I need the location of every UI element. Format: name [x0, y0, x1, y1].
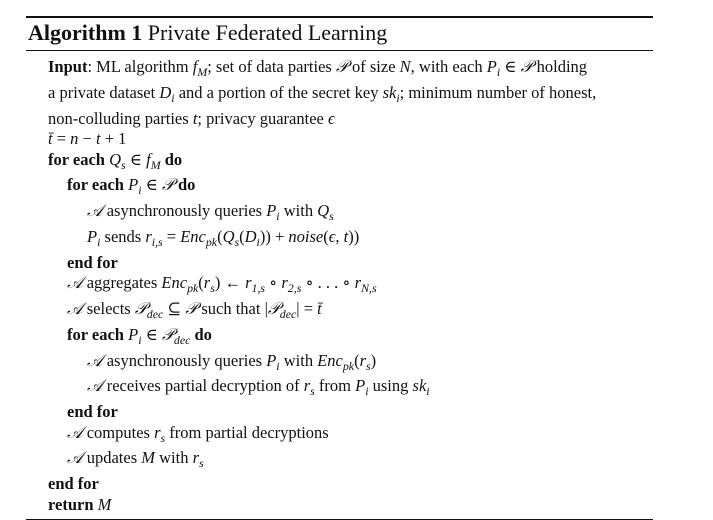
algo-line-16: 𝒜 computes $r_s$ from partial decryptions: [67, 422, 329, 445]
algo-line-12: for each $P_i$ ∈ 𝒫$_{dec}$ do: [67, 324, 212, 347]
algo-line-8: $P_i$ sends $r_{i,s} = Enc_{pk}(Q_s(D_i))$ + noise(ϵ, t)): [87, 226, 360, 250]
algo-line-9: end for: [67, 252, 118, 272]
algorithm-caption: [26, 18, 653, 50]
algorithm-body: [26, 51, 653, 519]
algo-line-10: 𝒜 aggregates $Enc_{pk}(r_s)$ ← $r_{1,s}$ ∘ $r_{2,s}$ ∘ . . . ∘ $r_{N,s}$: [67, 273, 377, 296]
algo-line-11: 𝒜 selects 𝒫$_{dec}$ ⊆ 𝒫 such that |𝒫$_{dec}$| = t̄: [67, 299, 322, 322]
algo-line-19: return M: [48, 494, 112, 514]
algo-line-5: for each $Q_s$ ∈ $f_M$ do: [48, 149, 183, 172]
algorithm-box: [26, 16, 653, 520]
algo-line-4: t̄ = n − t + 1: [48, 129, 127, 149]
algo-line-2: a private dataset $D_i$ and a portion of the secret key $sk_i$; minimum number of honest,: [48, 82, 597, 105]
algorithm-label: Algorithm 1: [28, 20, 143, 45]
algo-line-17: 𝒜 updates M with $r_s$: [67, 448, 204, 471]
algo-line-6: for each $P_i$ ∈ 𝒫 do: [67, 175, 196, 198]
algo-line-14: 𝒜 receives partial decryption of $r_s$ from $P_i$ using $sk_i$: [87, 376, 430, 399]
algo-line-13: 𝒜 asynchronously queries $P_i$ with $Enc_{pk}(r_s)$: [87, 350, 377, 373]
algo-line-7: 𝒜 asynchronously queries $P_i$ with $Q_s$: [87, 201, 334, 224]
algo-line-15: end for: [67, 402, 118, 422]
algo-line-18: end for: [48, 474, 99, 494]
algorithm-title: Private Federated Learning: [147, 20, 388, 45]
algo-line-1: Input: ML algorithm $f_M$; set of data parties 𝒫 of size N, with each $P_i$ ∈ 𝒫 holding: [48, 57, 588, 80]
algo-line-3: non-colluding parties t; privacy guarantee ϵ: [48, 108, 335, 128]
